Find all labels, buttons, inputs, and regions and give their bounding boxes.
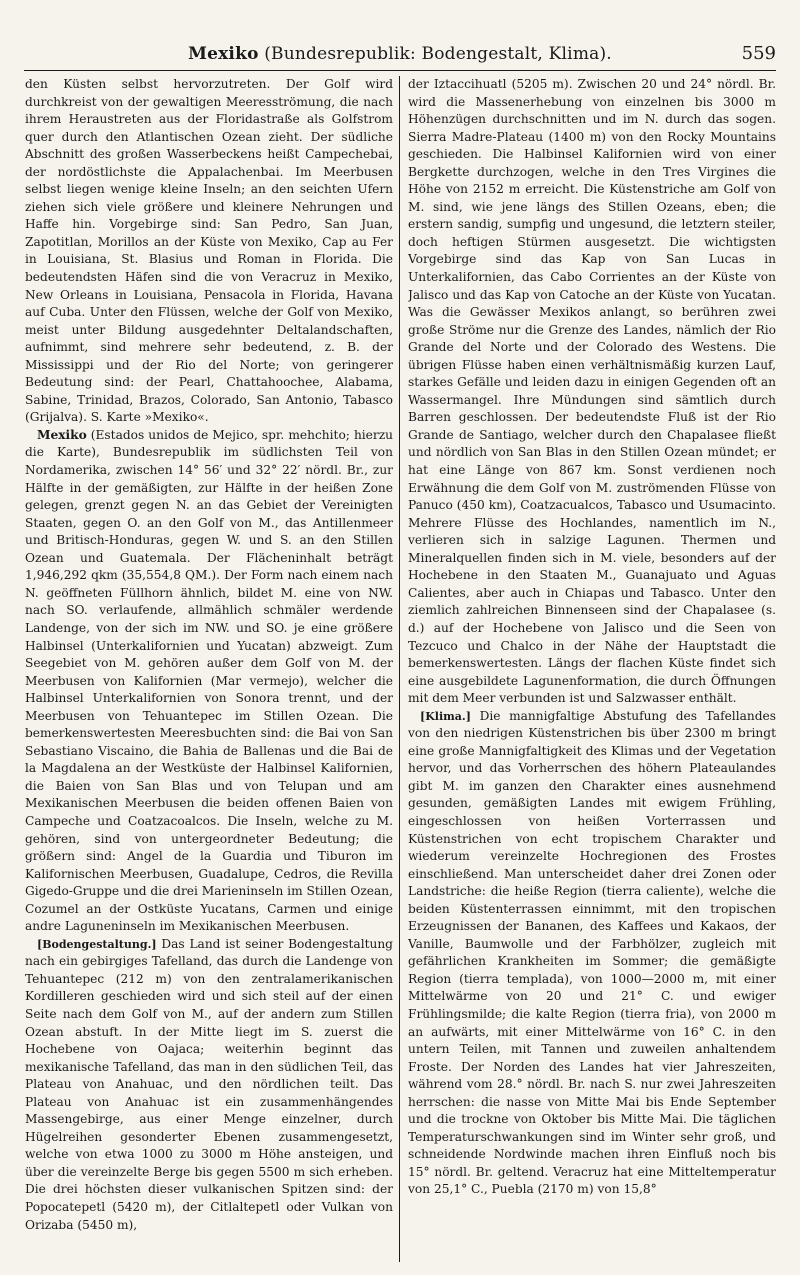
mexiko-entry-paragraph xyxy=(25,427,393,936)
klima-subheading: [Klima.] xyxy=(420,709,471,723)
running-title xyxy=(24,40,776,68)
klima-paragraph xyxy=(408,708,776,1199)
entry-headword: Mexiko xyxy=(37,427,87,442)
column-divider xyxy=(399,76,400,1262)
page-header xyxy=(24,40,776,68)
relief-waters-paragraph: der Iztaccihuatl (5205 m). Zwischen 20 und 24° nördl. Br. wird die Massenerhebung von einzelnen bis 3000 m Höhenzügen durchschnitten und im N. durch das sogen. Sierra Madre-Plateau (1400 m) von den Rocky Mountains geschieden. Die Halbinsel Kalifornien wird von einer Bergkette durchzogen, welche in den Tres Virgines die Höhe von 2152 m erreicht. Die Küstenstriche am Golf von M. sind, wie jene längs des Stillen Ozeans, eben; die erstern sandig, sumpfig und ungesund, die letztern steiler, doch heftigen Stürmen ausgesetzt. Die wichtigsten Vorgebirge sind das Kap von San Lucas in Unterkalifornien, das Cabo Corrientes an der Küste von Jalisco und das Kap von Catoche an der Küste von Yucatan. Was die Gewässer Mexikos anlangt, so berühren zwei große Ströme nur die Grenze des Landes, nämlich der Rio Grande del Norte und der Colorado des Westens. Die übrigen Flüsse haben einen verhältnismäßig kurzen Lauf, starkes Gefälle und leiden dazu in einigen Gegenden oft an Wassermangel. Ihre Mündungen sind sämtlich durch Barren geschlossen. Der bedeutendste Fluß ist der Rio Grande de Santiago, welcher durch den Chapalasee fließt und nördlich von San Blas in den Stillen Ozean mündet; er hat eine Länge von 867 km. Sonst verdienen noch Erwähnung die dem Golf von M. zuströmenden Flüsse von Panuco (450 km), Coatzacualcos, Tabasco und Usumacinto. Mehrere Flüsse des Hochlandes, namentlich im N., verlieren sich in salzige Lagunen. Thermen und Mineralquellen finden sich in M. viele, besonders auf der Hochebene in den Staaten M., Guanajuato und Aguas Calientes, aber auch in Chiapas und Tabasco. Unter den ziemlich zahlreichen Binnenseen sind der Chapalasee (s. d.) auf der Hochebene von Jalisco und die Seen von Tezcuco und Chalco in der Nähe der Hauptstadt die bemerkenswertesten. Längs der flachen Küste findet sich eine ausgebildete Lagunenformation, die durch Öffnungen mit dem Meer verbunden ist und Salzwasser enthält. xyxy=(408,77,776,706)
left-column xyxy=(25,76,393,1262)
bodengestaltung-paragraph xyxy=(25,936,393,1234)
bodengestaltung-text: Das Land ist seiner Bodengestaltung nach ein gebirgiges Tafelland, das durch die Landenge von Tehuantepec (212 m) von den zentralamerikanischen Kordilleren geschieden wird und sich steil auf der einen Seite nach dem Golf von M., auf der andern zum Stillen Ozean abstuft. In der Mitte liegt im S. zuerst die Hochebene von Oajaca; weiterhin beginnt das mexikanische Tafelland, das man in den südlichen Teil, das Plateau von Anahuac, und den nördlichen teilt. Das Plateau von Anahuac ist ein zusammenhängendes Massengebirge, aus einer Menge einzelner, durch Hügelreihen gesonderter Ebenen zusammengesetzt, welche von etwa 1000 zu 3000 m Höhe ansteigen, und über die vereinzelte Berge bis gegen 5500 m sich erheben. Die drei höchsten dieser vulkanischen Spitzen sind: der Popocatepetl (5420 m), der Citlaltepetl oder Vulkan von Orizaba (5450 m), xyxy=(25,936,393,1232)
header-rule xyxy=(24,70,776,71)
klima-text: Die mannigfaltige Abstufung des Tafellandes von den niedrigen Küstenstrichen bis über 2300 m bringt eine große Mannigfaltigkeit des Klimas und der Vegetation hervor, und das Vorherrschen des höhern Plateaulandes gibt M. im ganzen den Charakter eines ausnehmend gesunden, gemäßigten Landes mit ewigem Frühling, eingeschlossen von heißen Vorterrassen und Küstenstrichen von echt tropischem Charakter und wiederum vereinzelte Hochregionen des Frostes einschließend. Man unterscheidet daher drei Zonen oder Landstriche: die heiße Region (tierra caliente), welche die beiden Küstenterrassen einnimmt, mit den tropischen Erzeugnissen der Bananen, des Kaffees und Kakaos, der Vanille, Baumwolle und der Farbhölzer, zugleich mit gefährlichen Krankheiten im Sommer; die gemäßigte Region (tierra templada), von 1000—2000 m, mit einer Mittelwärme von 20 und 21° C. und ewiger Frühlingsmilde; die kalte Region (tierra fria), von 2000 m an aufwärts, mit einer Mittelwärme von 16° C. in den untern Teilen, mit Tannen und zuweilen anhaltendem Froste. Der Norden des Landes hat vier Jahreszeiten, während vom 28.° nördl. Br. nach S. nur zwei Jahreszeiten herrschen: die nasse von Mitte Mai bis Ende September und die trockne von Oktober bis Mitte Mai. Die täglichen Temperaturschwankungen sind im Winter sehr groß, und schneidende Nordwinde machen ihren Einfluß noch bis 15° nördl. Br. geltend. Veracruz hat eine Mitteltemperatur von 25,1° C., Puebla (2170 m) von 15,8° xyxy=(408,708,776,1197)
gulf-paragraph: den Küsten selbst hervorzutreten. Der Golf wird durchkreist von der gewaltigen Meeresströmung, die nach ihrem Heraustreten aus der Floridastraße als Golfstrom quer durch den Atlantischen Ozean zieht. Der südliche Abschnitt des großen Wasserbeckens heißt Campechebai, der nordöstlichste die Appalachenbai. Im Meerbusen selbst liegen wenige kleine Inseln; an den seichten Ufern ziehen sich viele größere und kleinere Nehrungen und Haffe hin. Vorgebirge sind: San Pedro, San Juan, Zapotitlan, Morillos an der Küste von Mexiko, Cap au Fer in Louisiana, St. Blasius und Roman in Florida. Die bedeutendsten Häfen sind die von Veracruz in Mexiko, New Orleans in Louisiana, Pensacola in Florida, Havana auf Cuba. Unter den Flüssen, welche der Golf von Mexiko, meist unter Bildung ausgedehnter Deltalandschaften, aufnimmt, sind mehrere sehr bedeutend, z. B. der Mississippi und der Rio del Norte; von geringerer Bedeutung sind: der Pearl, Chattahoochee, Alabama, Sabine, Trinidad, Brazos, Colorado, San Antonio, Tabasco (Grijalva). S. Karte »Mexiko«. xyxy=(25,77,393,425)
page-number: 559 xyxy=(741,43,776,64)
entry-text: (Estados unidos de Mejico, spr. mehchito; hierzu die Karte), Bundesrepublik im südlichsten Teil von Nordamerika, zwischen 14° 56′ und 32° 22′ nördl. Br., zur Hälfte in der gemäßigten, zur Hälfte in der heißen Zone gelegen, grenzt gegen N. an das Gebiet der Vereinigten Staaten, gegen O. an den Golf von M., das Antillenmeer und Britisch-Honduras, gegen W. und S. an den Stillen Ozean und Guatemala. Der Flächeninhalt beträgt 1,946,292 qkm (35,554,8 QM.). Der Form nach einem nach N. geöffneten Füllhorn ähnlich, bildet M. eine von NW. nach SO. verlaufende, allmählich schmäler werdende Landenge, von der sich im NW. und SO. je eine größere Halbinsel (Unterkalifornien und Yucatan) abzweigt. Zum Seegebiet von M. gehören außer dem Golf von M. der Meerbusen von Kalifornien (Mar vermejo), welcher die Halbinsel Unterkalifornien von Sonora trennt, und der Meerbusen von Tehuantepec im Stillen Ozean. Die bemerkenswertesten Meeresbuchten sind: die Bai von San Sebastiano Viscaino, die Bahia de Ballenas und die Bai de la Magdalena an der Westküste der Halbinsel Kalifornien, die Baien von San Blas und von Telupan und am Mexikanischen Meerbusen die beiden offenen Baien von Campeche und Coatzacoalcos. Die Inseln, welche zu M. gehören, sind von untergeordneter Bedeutung; die größern sind: Angel de la Guardia und Tiburon im Kalifornischen Meerbusen, Guadalupe, Cedros, die Revilla Gigedo-Gruppe und die drei Marieninseln im Stillen Ozean, Cozumel an der Ostküste Yucatans, Carmen und einige andre Laguneninseln im Mexikanischen Meerbusen. xyxy=(25,427,393,934)
running-headword: Mexiko xyxy=(188,44,259,64)
right-column xyxy=(408,76,776,1262)
running-subtitle: (Bundesrepublik: Bodengestalt, Klima). xyxy=(264,44,612,64)
bodengestaltung-subheading: [Bodengestaltung.] xyxy=(37,937,157,951)
